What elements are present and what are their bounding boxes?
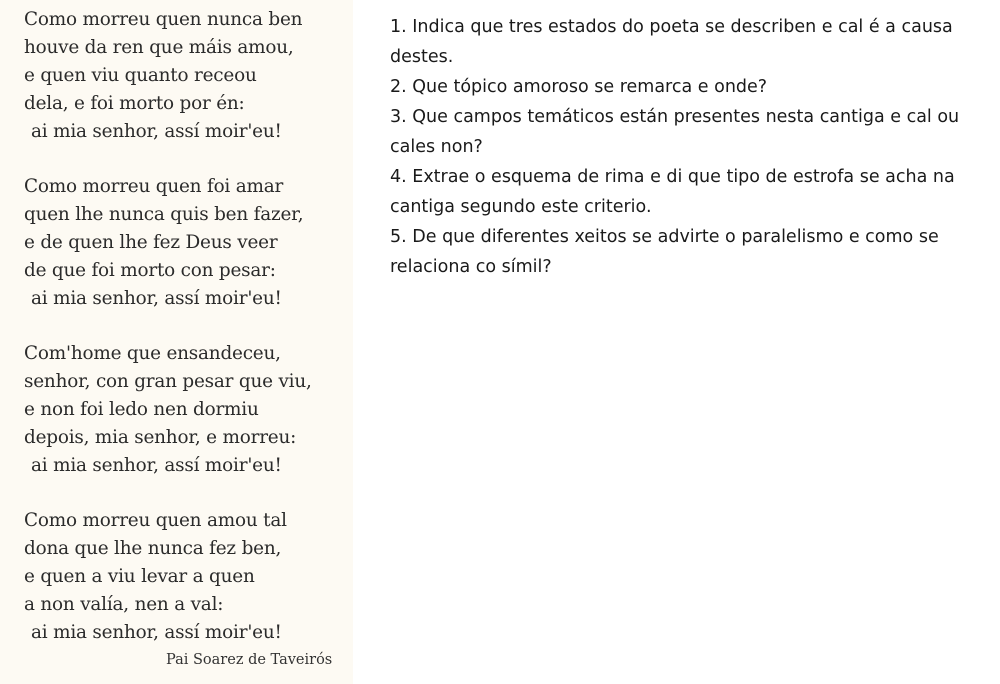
stanza-2	[24, 173, 353, 313]
refrain: ai mia senhor, assí moir'eu!	[31, 455, 282, 476]
verse: Como morreu quen foi amar	[24, 176, 284, 197]
verse: de que foi morto con pesar:	[24, 260, 276, 281]
poem-author: Pai Soarez de Taveirós	[166, 652, 333, 668]
refrain: ai mia senhor, assí moir'eu!	[31, 121, 282, 142]
verse: e de quen lhe fez Deus veer	[24, 232, 278, 253]
verse: a non valía, nen a val:	[24, 594, 224, 615]
verse: e quen viu quanto receou	[24, 65, 257, 86]
stanza-1	[24, 6, 353, 146]
verse: dona que lhe nunca fez ben,	[24, 538, 282, 559]
question-list	[390, 12, 965, 282]
stanza-3	[24, 340, 353, 480]
refrain: ai mia senhor, assí moir'eu!	[31, 288, 282, 309]
verse: Como morreu quen nunca ben	[24, 9, 303, 30]
stanza-4	[24, 507, 353, 647]
verse: dela, e foi morto por én:	[24, 93, 245, 114]
verse: senhor, con gran pesar que viu,	[24, 371, 312, 392]
question-5: 5. De que diferentes xeitos se advirte o paralelismo e como se relaciona co símil?	[390, 227, 939, 277]
verse: depois, mia senhor, e morreu:	[24, 427, 297, 448]
question-2: 2. Que tópico amoroso se remarca e onde?	[390, 77, 768, 97]
verse: Com'home que ensandeceu,	[24, 343, 281, 364]
verse: e quen a viu levar a quen	[24, 566, 255, 587]
verse: Como morreu quen amou tal	[24, 510, 287, 531]
verse: houve da ren que máis amou,	[24, 37, 294, 58]
refrain: ai mia senhor, assí moir'eu!	[31, 622, 282, 643]
poem-panel	[0, 0, 353, 684]
question-3: 3. Que campos temáticos están presentes nesta cantiga e cal ou cales non?	[390, 107, 960, 157]
question-1: 1. Indica que tres estados do poeta se describen e cal é a causa destes.	[390, 17, 953, 67]
verse: e non foi ledo nen dormiu	[24, 399, 259, 420]
question-4: 4. Extrae o esquema de rima e di que tipo de estrofa se acha na cantiga segundo este criterio.	[390, 167, 955, 217]
verse: quen lhe nunca quis ben fazer,	[24, 204, 304, 225]
